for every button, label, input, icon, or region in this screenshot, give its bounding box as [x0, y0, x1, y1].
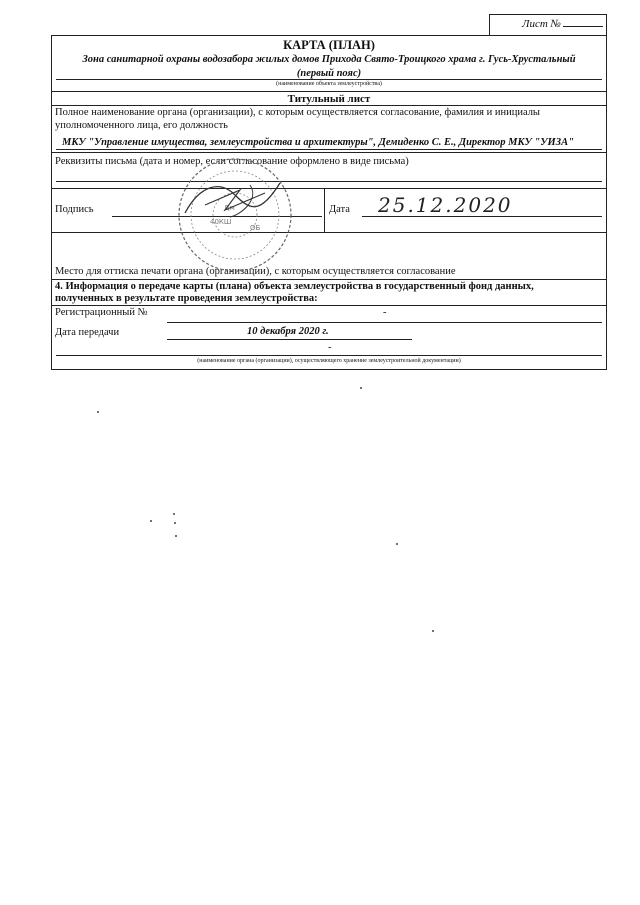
org-underline: [56, 355, 602, 356]
agency-label-line2: уполномоченного лица, его должность: [55, 120, 228, 131]
reg-number-label: Регистрационный №: [55, 307, 148, 318]
reg-number-value: -: [383, 307, 387, 318]
sheet-number-label: Лист №: [522, 18, 561, 30]
divider: [52, 91, 606, 92]
divider: [52, 105, 606, 106]
scan-speck: [174, 522, 176, 524]
scan-speck: [150, 520, 152, 522]
divider: [324, 188, 325, 232]
scan-speck: [396, 543, 398, 545]
transfer-date-label: Дата передачи: [55, 327, 120, 338]
scan-speck: [97, 411, 99, 413]
agency-value: МКУ "Управление имущества, землеустройства и архитектуры", Демиденко С. Е., Директор МКУ "УИЗА": [62, 137, 574, 148]
agency-label-line1: Полное наименование органа (организации), с которым осуществляется согласование, фамилия и инициалы: [55, 107, 540, 118]
scan-speck: [360, 387, 362, 389]
object-name-line1: Зона санитарной охраны водозабора жилых домов Прихода Свято-Троицкого храма г. Гусь-Хрустальный: [82, 54, 576, 65]
svg-text:Дм: Дм: [224, 204, 235, 212]
divider: [52, 188, 606, 189]
object-underline: [56, 79, 602, 80]
object-name-line2: (первый пояс): [296, 68, 362, 79]
reg-number-line: [167, 322, 602, 323]
divider: [52, 232, 606, 233]
scan-speck: [175, 535, 177, 537]
transfer-date-value: 10 декабря 2020 г.: [247, 326, 329, 337]
form-frame: [51, 35, 607, 370]
date-label: Дата: [329, 204, 350, 215]
letter-label: Реквизиты письма (дата и номер, если согласование оформлено в виде письма): [55, 156, 409, 167]
signature-label: Подпись: [55, 204, 94, 215]
transfer-heading-line1: 4. Информация о передаче карты (плана) объекта землеустройства в государственный фонд данных,: [55, 281, 534, 292]
svg-text:ОБ: ОБ: [250, 224, 261, 232]
scan-speck: [432, 630, 434, 632]
svg-text:40КШ: 40КШ: [210, 218, 232, 226]
date-handwritten: 25.12.2020: [378, 193, 513, 217]
signature-scribble: [180, 175, 290, 225]
object-caption: (наименование объекта землеустройства): [276, 81, 382, 87]
agency-underline: [56, 149, 602, 150]
divider: [52, 152, 606, 153]
sheet-number-box: [489, 14, 607, 36]
org-caption: (наименование органа (организации), осуществляющего хранение землеустроительной документации): [197, 358, 461, 364]
sheet-number-line: [563, 26, 603, 27]
page-title: КАРТА (ПЛАН): [283, 38, 375, 52]
divider: [52, 305, 606, 306]
transfer-heading-line2: полученных в результате проведения землеустройства:: [55, 293, 318, 304]
transfer-dash: -: [328, 342, 332, 353]
title-sheet-heading: Титульный лист: [287, 93, 371, 105]
stamp-label: Место для оттиска печати органа (организации), с которым осуществляется согласование: [55, 266, 456, 277]
scan-speck: [173, 513, 175, 515]
transfer-date-line: [167, 339, 412, 340]
divider: [52, 279, 606, 280]
letter-underline: [56, 181, 602, 182]
